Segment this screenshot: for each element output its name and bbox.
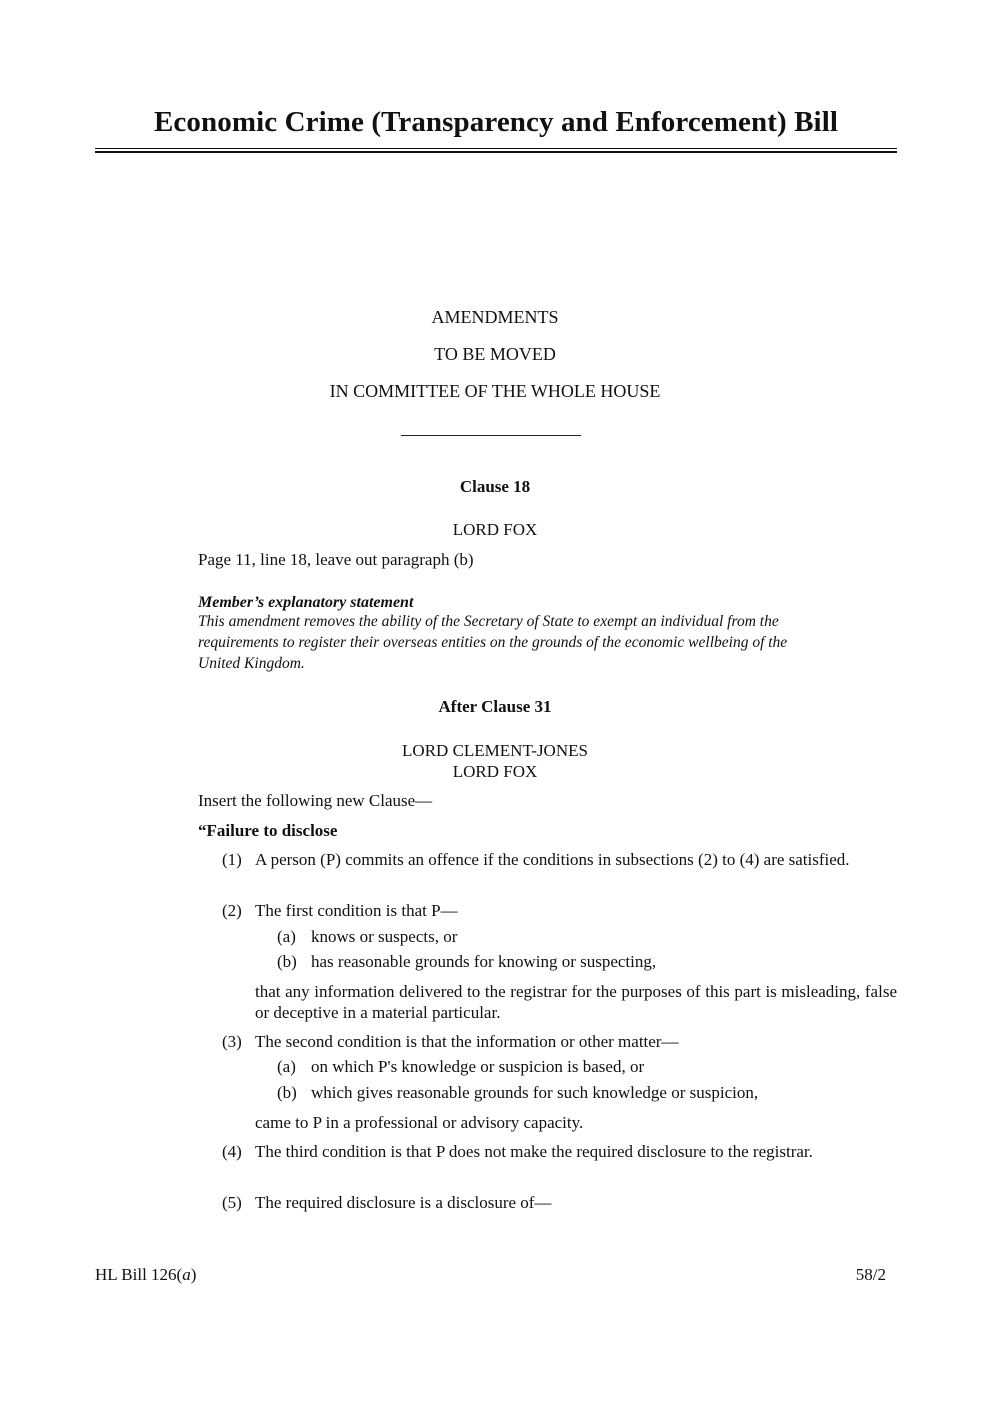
explanatory-statement-line: This amendment removes the ability of the Secretary of State to exempt an individual from the — [198, 613, 779, 630]
explanatory-statement-line: United Kingdom. — [198, 655, 305, 672]
item-text: knows or suspects, or — [311, 927, 458, 946]
bill-ref-suffix: ) — [190, 1265, 197, 1284]
subsection-text: A person (P) commits an offence if the conditions in subsections (2) to (4) are satisfied. — [255, 850, 850, 869]
heading-amendments: AMENDMENTS — [431, 307, 559, 327]
amendment-instruction: Insert the following new Clause— — [198, 791, 433, 810]
subsection-number: (2) — [222, 901, 242, 920]
title-rule-thin — [95, 148, 897, 149]
new-clause-title: “Failure to disclose — [198, 821, 338, 840]
subsection-text: The second condition is that the information or other matter— — [255, 1032, 679, 1051]
item-number: (b) — [277, 952, 297, 971]
item-number: (a) — [277, 927, 296, 946]
item-number: (a) — [277, 1057, 296, 1076]
subsection-2 — [222, 900, 898, 921]
paragraph-item — [277, 951, 897, 972]
mover-name: LORD CLEMENT-JONES — [402, 741, 588, 760]
mover-name: LORD FOX — [452, 762, 538, 781]
bill-ref-prefix: HL Bill 126( — [95, 1265, 183, 1284]
heading-to-be-moved: TO BE MOVED — [434, 344, 556, 364]
paragraph-item — [277, 1082, 897, 1103]
subsection-continuation: came to P in a professional or advisory capacity. — [255, 1113, 584, 1132]
item-text: on which P's knowledge or suspicion is based, or — [311, 1057, 645, 1076]
subsection-4 — [222, 1141, 898, 1183]
heading-committee: IN COMMITTEE OF THE WHOLE HOUSE — [329, 381, 661, 401]
subsection-text: The third condition is that P does not make the required disclosure to the registrar. — [255, 1142, 813, 1161]
subsection-5 — [222, 1192, 898, 1213]
subsection-continuation: that any information delivered to the registrar for the purposes of this part is misleading, false or deceptive in a material particular. — [255, 982, 897, 1022]
mover-name: LORD FOX — [452, 520, 538, 539]
subsection-1 — [222, 849, 898, 891]
bill-ref-letter: a — [182, 1265, 191, 1284]
page-reference: 58/2 — [855, 1265, 886, 1284]
subsection-number: (1) — [222, 850, 242, 869]
item-number: (b) — [277, 1083, 297, 1102]
title-rule-thick — [95, 151, 897, 153]
clause-heading: Clause 18 — [459, 477, 531, 496]
explanatory-statement-line: requirements to register their overseas entities on the grounds of the economic wellbeing of the — [198, 634, 788, 651]
section-divider — [401, 435, 581, 436]
paragraph-item — [277, 926, 897, 947]
clause-heading: After Clause 31 — [438, 697, 552, 716]
subsection-number: (5) — [222, 1193, 242, 1212]
subsection-3 — [222, 1031, 898, 1052]
bill-title: Economic Crime (Transparency and Enforcement) Bill — [153, 106, 839, 138]
subsection-text: The required disclosure is a disclosure of— — [255, 1193, 552, 1212]
item-text: which gives reasonable grounds for such knowledge or suspicion, — [311, 1083, 759, 1102]
paragraph-item — [277, 1056, 897, 1077]
subsection-number: (4) — [222, 1142, 242, 1161]
subsection-number: (3) — [222, 1032, 242, 1051]
subsection-text: The first condition is that P— — [255, 901, 458, 920]
item-text: has reasonable grounds for knowing or suspecting, — [311, 952, 657, 971]
bill-reference — [95, 1265, 196, 1285]
amendment-instruction: Page 11, line 18, leave out paragraph (b) — [198, 550, 474, 569]
explanatory-statement-title: Member’s explanatory statement — [198, 594, 414, 611]
